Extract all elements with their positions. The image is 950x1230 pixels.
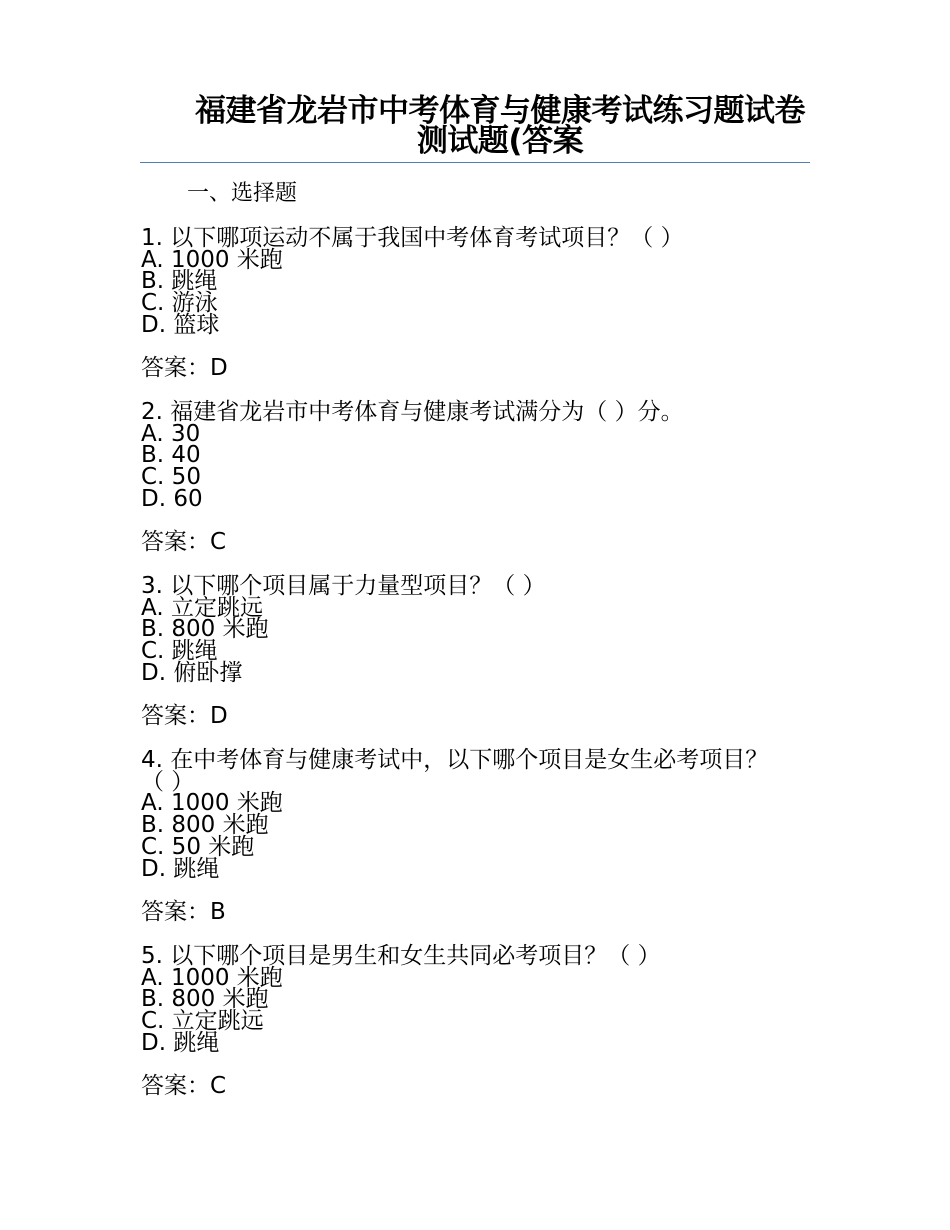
question-option: B. 40 bbox=[141, 442, 201, 469]
question-stem: 4. 在中考体育与健康考试中，以下哪个项目是女生必考项目？（ ） bbox=[141, 747, 769, 795]
question-option: B. 800 米跑 bbox=[141, 616, 269, 643]
question-option: D. 篮球 bbox=[141, 311, 220, 338]
question-option: C. 游泳 bbox=[141, 290, 218, 317]
document-title: 福建省龙岩市中考体育与健康考试练习题试卷测试题(答案 bbox=[195, 93, 805, 159]
question-stem: 3. 以下哪个项目属于力量型项目？（ ） bbox=[141, 573, 546, 599]
question-answer: 答案：C bbox=[141, 529, 227, 555]
question-stem: 5. 以下哪个项目是男生和女生共同必考项目？（ ） bbox=[141, 943, 661, 969]
question-option: D. 俯卧撑 bbox=[141, 659, 243, 686]
question-option: D. 跳绳 bbox=[141, 1029, 220, 1056]
question-2 bbox=[141, 399, 781, 555]
question-option: C. 50 米跑 bbox=[141, 833, 255, 860]
question-option: D. 60 bbox=[141, 485, 203, 512]
question-5 bbox=[141, 943, 781, 1099]
question-1 bbox=[141, 225, 781, 381]
title-block bbox=[140, 93, 810, 163]
section-heading: 一、选择题 bbox=[187, 181, 298, 206]
question-answer: 答案：B bbox=[141, 899, 226, 925]
question-option: A. 1000 米跑 bbox=[141, 790, 283, 817]
question-option: C. 跳绳 bbox=[141, 638, 218, 665]
question-stem: 1. 以下哪项运动不属于我国中考体育考试项目？（ ） bbox=[141, 225, 684, 251]
question-option: A. 1000 米跑 bbox=[141, 246, 283, 273]
question-option: C. 立定跳远 bbox=[141, 1008, 264, 1035]
question-stem: 2. 福建省龙岩市中考体育与健康考试满分为（ ）分。 bbox=[141, 399, 684, 425]
question-option: B. 800 米跑 bbox=[141, 986, 269, 1013]
question-answer: 答案：D bbox=[141, 355, 228, 381]
question-option: B. 800 米跑 bbox=[141, 812, 269, 839]
question-answer: 答案：C bbox=[141, 1073, 227, 1099]
question-option: A. 1000 米跑 bbox=[141, 964, 283, 991]
question-option: C. 50 bbox=[141, 464, 201, 491]
question-option: A. 30 bbox=[141, 420, 201, 447]
question-4 bbox=[141, 747, 781, 925]
question-3 bbox=[141, 573, 781, 729]
question-option: D. 跳绳 bbox=[141, 855, 220, 882]
question-option: B. 跳绳 bbox=[141, 268, 218, 295]
question-option: A. 立定跳远 bbox=[141, 594, 263, 621]
question-answer: 答案：D bbox=[141, 703, 228, 729]
